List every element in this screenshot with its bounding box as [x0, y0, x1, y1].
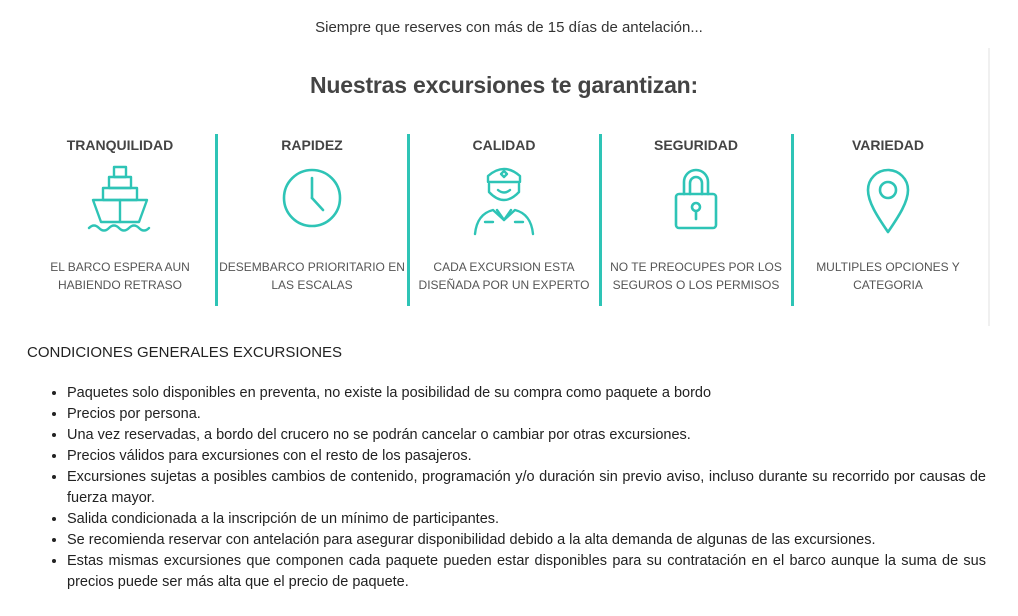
guarantees-banner [20, 48, 990, 326]
list-item: • Precios por persona. [67, 404, 986, 425]
feature-tranquilidad [25, 134, 215, 306]
padlock-icon [661, 162, 731, 238]
list-item: • Salida condicionada a la inscripción de un mínimo de participantes. [67, 509, 986, 530]
clock-icon [277, 162, 347, 238]
list-item: • Paquetes solo disponibles en preventa, no existe la posibilidad de su compra como paquete a bordo [67, 383, 986, 404]
list-item: • Estas mismas excursiones que componen cada paquete pueden estar disponibles para su contratación en el barco aunque la suma de sus precios puede ser más alta que el precio de paquete. [67, 551, 986, 593]
feature-variedad [793, 134, 983, 306]
intro-text: Siempre que reserves con más de 15 días de antelación... [315, 19, 703, 36]
conditions-title: CONDICIONES GENERALES EXCURSIONES [27, 344, 343, 361]
feature-title: VARIEDAD [851, 137, 925, 153]
feature-description: NO TE PREOCUPES POR LOS SEGUROS O LOS PERMISOS [610, 260, 782, 292]
features-row [25, 134, 983, 306]
list-item: • Se recomienda reservar con antelación para asegurar disponibilidad debido a la alta demanda de algunas de las excursiones. [67, 530, 986, 551]
list-item: • Precios válidos para excursiones con el resto de los pasajeros. [67, 446, 986, 467]
list-item: • Una vez reservadas, a bordo del crucero no se podrán cancelar o cambiar por otras excursiones. [67, 425, 986, 446]
feature-description: MULTIPLES OPCIONES Y CATEGORIA [816, 260, 960, 292]
feature-seguridad [601, 134, 791, 306]
captain-icon [469, 162, 539, 238]
feature-title: SEGURIDAD [653, 137, 738, 153]
feature-title: CALIDAD [472, 137, 536, 153]
feature-calidad [409, 134, 599, 306]
feature-title: TRANQUILIDAD [66, 137, 174, 153]
feature-rapidez [217, 134, 407, 306]
feature-description: EL BARCO ESPERA AUN HABIENDO RETRASO [50, 260, 190, 292]
map-pin-icon [853, 162, 923, 238]
feature-description: DESEMBARCO PRIORITARIO EN LAS ESCALAS [219, 260, 405, 292]
list-item: • Excursiones sujetas a posibles cambios de contenido, programación y/o duración sin previo aviso, incluso durante su recorrido por causas de fuerza mayor. [67, 467, 986, 509]
feature-description: CADA EXCURSION ESTA DISEÑADA POR UN EXPERTO [418, 260, 590, 292]
banner-title: Nuestras excursiones te garantizan: [310, 72, 698, 98]
ship-icon [85, 162, 155, 238]
feature-title: RAPIDEZ [281, 137, 343, 153]
conditions-list [27, 383, 986, 593]
